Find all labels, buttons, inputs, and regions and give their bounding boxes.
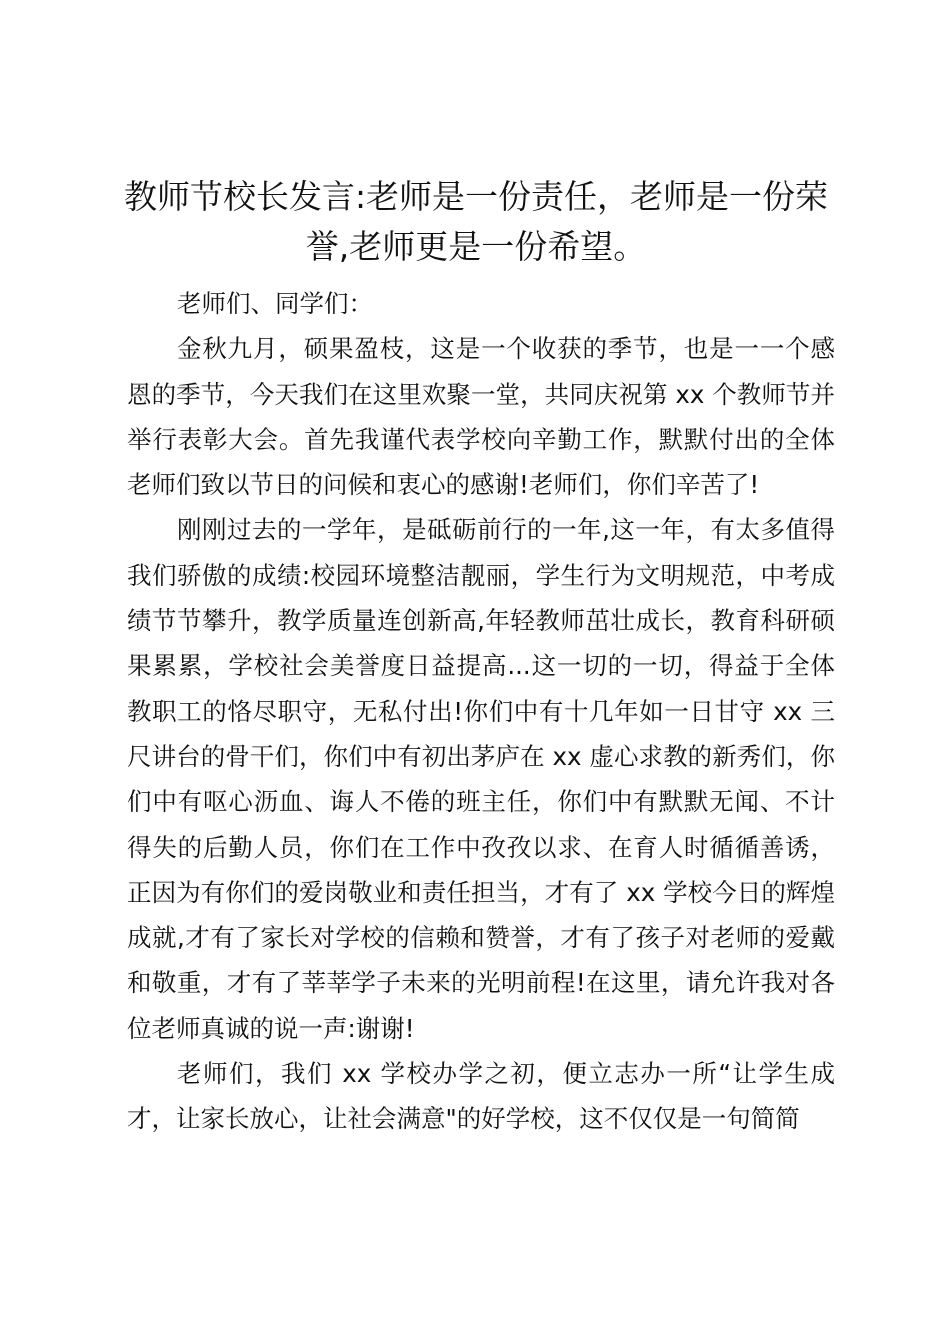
paragraph-school-mission: 老师们，我们 xx 学校办学之初，便立志办一所“让学生成才，让家长放心，让社会满意"的好学校，这不仅仅是一句简简 (127, 1059, 835, 1134)
paragraph-salutation: 老师们、同学们： (177, 289, 373, 318)
paragraph-opening: 金秋九月，硕果盈枝，这是一个收获的季节，也是一一个感恩的季节，今天我们在这里欢聚一堂，共同庆祝第 xx 个教师节并举行表彰大会。首先我谨代表学校向辛勤工作，默默付出的全体老师们致以节日的问候和衷心的感谢!老师们，你们辛苦了! (127, 334, 835, 500)
paragraph-achievements: 刚刚过去的一学年，是砥砺前行的一年,这一年，有太多值得我们骄傲的成绩:校园环境整洁靓丽，学生行为文明规范，中考成绩节节攀升，教学质量连创新高,年轻教师茁壮成长，教育科研硕果累累，学校社会美誉度日益提高...这一切的一切，得益于全体教职工的恪尽职守，无私付出!你们中有十几年如一日甘守 xx 三尺讲台的骨干们，你们中有初出茅庐在 xx 虚心求教的新秀们，你们中有呕心沥血、诲人不倦的班主任，你们中有默默无闻、不计得失的后勤人员，你们在工作中孜孜以求、在育人时循循善诱，正因为有你们的爱岗敬业和责任担当，才有了 xx 学校今日的辉煌成就,才有了家长对学校的信赖和赞誉，才有了孩子对老师的爱戴和敬重，才有了莘莘学子未来的光明前程!在这里，请允许我对各位老师真诚的说一声:谢谢! (127, 515, 835, 1043)
document-title: 教师节校长发言:老师是一份责任，老师是一份荣誉,老师更是一份希望。 (123, 177, 829, 266)
document-body (127, 281, 835, 1142)
